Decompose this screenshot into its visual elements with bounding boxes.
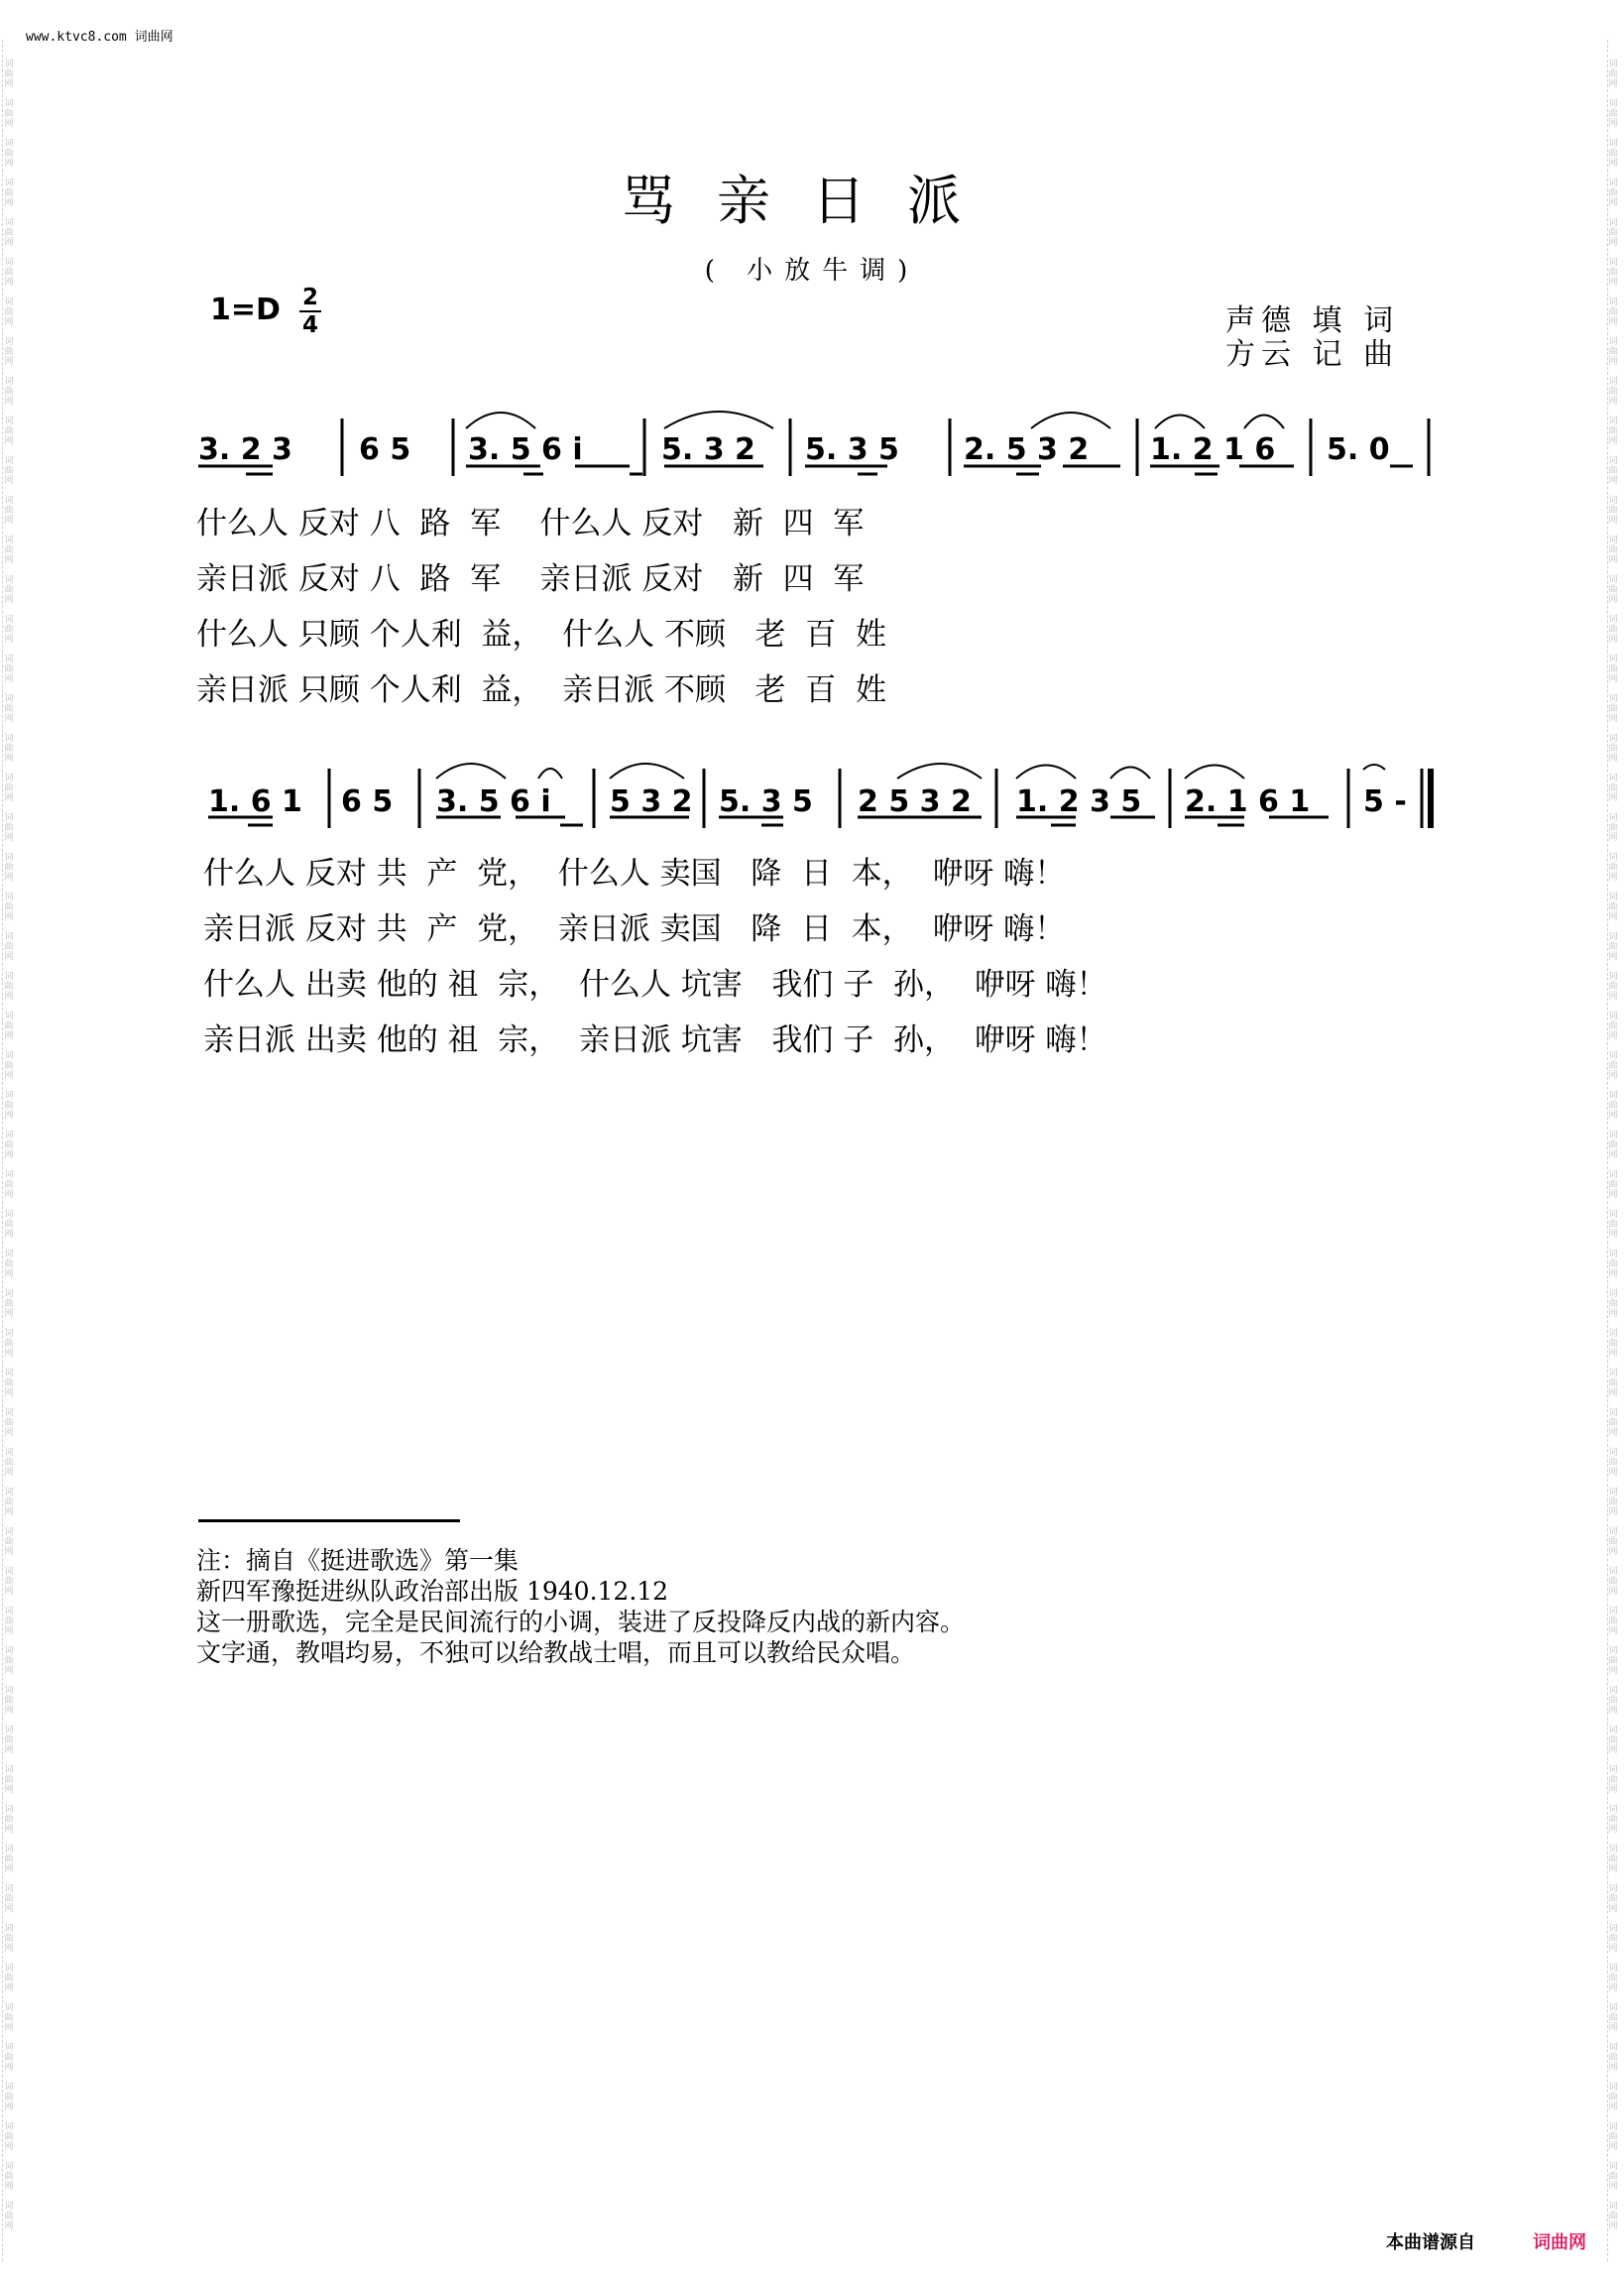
measure: 5 3 2	[610, 784, 693, 819]
measure: 3. 5 6 i	[436, 784, 551, 819]
watermark-text: 词曲网	[1608, 1170, 1618, 1200]
watermark-text: 词曲网	[4, 1012, 14, 1041]
watermark-text: 词曲网	[4, 60, 14, 89]
watermark-text: 词曲网	[1608, 575, 1618, 605]
watermark-text: 词曲网	[1608, 1607, 1618, 1636]
slur	[610, 764, 684, 779]
watermark-text: 词曲网	[4, 2162, 14, 2192]
watermark-text: 词曲网	[4, 377, 14, 407]
measure: 6 5	[341, 784, 394, 819]
lyric-line-1-1: 什么人 反对 八 路 军 什么人 反对 新 四 军	[196, 506, 865, 541]
watermark-text: 词曲网	[4, 1250, 14, 1279]
watermark-text: 词曲网	[1608, 218, 1618, 248]
watermark-text: 词曲网	[4, 1924, 14, 1954]
watermark-text: 词曲网	[4, 1726, 14, 1755]
source-notes	[196, 1545, 965, 1668]
watermark-text: 词曲网	[1608, 1646, 1618, 1676]
watermark-text: 词曲网	[1608, 2162, 1618, 2192]
watermark-text: 词曲网	[4, 575, 14, 605]
watermark-text: 词曲网	[4, 496, 14, 526]
watermark-text: 词曲网	[1608, 853, 1618, 883]
watermark-text: 词曲网	[4, 337, 14, 367]
watermark-text: 词曲网	[1608, 2202, 1618, 2231]
fermata	[1363, 765, 1385, 770]
lyric-line-1-3: 什么人 只顾 个人利 益， 什么人 不顾 老 百 姓	[196, 617, 886, 653]
watermark-text: 词曲网	[1608, 813, 1618, 843]
watermark-text: 词曲网	[1608, 496, 1618, 526]
watermark-text: 词曲网	[1608, 139, 1618, 169]
watermark-text: 词曲网	[1608, 1091, 1618, 1121]
watermark-text: 词曲网	[4, 536, 14, 565]
watermark-text: 词曲网	[4, 298, 14, 327]
watermark-text: 词曲网	[4, 258, 14, 288]
watermark-text: 词曲网	[1608, 456, 1618, 486]
watermark-text: 词曲网	[4, 1607, 14, 1636]
watermark-text: 词曲网	[4, 615, 14, 645]
watermark-text: 词曲网	[4, 417, 14, 446]
watermark-text: 词曲网	[4, 2003, 14, 2033]
composer-credit: 方云 记 曲	[1225, 337, 1400, 372]
slur	[538, 769, 562, 779]
watermark-text: 词曲网	[4, 1646, 14, 1676]
watermark-text: 词曲网	[1608, 1369, 1618, 1398]
watermark-text: 词曲网	[4, 1131, 14, 1160]
watermark-text: 词曲网	[4, 2122, 14, 2152]
watermark-text: 词曲网	[4, 1210, 14, 1240]
measure: 5 -	[1363, 784, 1407, 819]
watermark-text: 词曲网	[4, 456, 14, 486]
measure: 6 5	[359, 432, 411, 467]
watermark-text: 词曲网	[1608, 1884, 1618, 1914]
watermark-text: 词曲网	[4, 1369, 14, 1398]
song-subtitle: ( 小放牛调)	[704, 256, 920, 286]
notes-divider	[198, 1519, 460, 1522]
watermark-text: 词曲网	[1608, 337, 1618, 367]
watermark-text: 词曲网	[1608, 377, 1618, 407]
watermark-text: 词曲网	[1608, 1210, 1618, 1240]
watermark-text: 词曲网	[1608, 1289, 1618, 1319]
lyric-line-1-4: 亲日派 只顾 个人利 益， 亲日派 不顾 老 百 姓	[196, 672, 886, 708]
watermark-text: 词曲网	[1608, 1131, 1618, 1160]
watermark-text: 词曲网	[4, 1567, 14, 1597]
lyric-line-2-4: 亲日派 出卖 他的 祖 宗， 亲日派 坑害 我们 子 孙， 咿呀 嗨！	[203, 1022, 1107, 1058]
watermark-text: 词曲网	[1608, 1051, 1618, 1081]
measure: 3. 2 3	[198, 432, 292, 467]
watermark-text: 词曲网	[4, 218, 14, 248]
measure: 1. 2 3 5	[1016, 784, 1142, 819]
watermark-text: 词曲网	[1608, 1726, 1618, 1755]
watermark-text: 词曲网	[4, 1448, 14, 1478]
lyricist-credit: 声德 填 词	[1225, 303, 1400, 338]
watermark-text: 词曲网	[1608, 1527, 1618, 1557]
watermark-text: 词曲网	[1608, 1964, 1618, 1993]
watermark-text: 词曲网	[1608, 536, 1618, 565]
watermark-text: 词曲网	[1608, 1408, 1618, 1438]
lyric-line-1-2: 亲日派 反对 八 路 军 亲日派 反对 新 四 军	[196, 561, 865, 597]
slur	[436, 764, 506, 779]
watermark-text: 词曲网	[4, 1051, 14, 1081]
watermark-text: 词曲网	[1608, 1845, 1618, 1874]
watermark-text: 词曲网	[4, 813, 14, 843]
site-url[interactable]: www.ktvc8.com 词曲网	[26, 30, 174, 45]
watermark-text: 词曲网	[1608, 2003, 1618, 2033]
watermark-text: 词曲网	[1608, 2122, 1618, 2152]
watermark-text: 词曲网	[1608, 1448, 1618, 1478]
watermark-text: 词曲网	[1608, 932, 1618, 962]
watermark-text: 词曲网	[4, 853, 14, 883]
watermark-text: 词曲网	[4, 932, 14, 962]
watermark-text: 词曲网	[4, 1884, 14, 1914]
watermark-text: 词曲网	[1608, 1567, 1618, 1597]
note-line: 注：摘自《挺进歌选》第一集	[196, 1546, 520, 1575]
watermark-text: 词曲网	[4, 1170, 14, 1200]
watermark-text: 词曲网	[4, 2083, 14, 2112]
watermark-text: 词曲网	[4, 1527, 14, 1557]
measure: 1. 2 1 6	[1150, 432, 1276, 467]
time-signature-top: 2	[301, 285, 318, 310]
watermark-text: 词曲网	[1608, 2083, 1618, 2112]
watermark-text: 词曲网	[1608, 893, 1618, 922]
measure: 3. 5 6 i	[468, 432, 583, 467]
measure: 2. 1 6 1	[1185, 784, 1311, 819]
watermark-text: 词曲网	[4, 1488, 14, 1517]
watermark-text: 词曲网	[1608, 615, 1618, 645]
watermark-text: 词曲网	[1608, 694, 1618, 724]
watermark-text: 词曲网	[4, 1329, 14, 1359]
key-signature: 1=D	[210, 293, 281, 327]
watermark-text: 词曲网	[1608, 1250, 1618, 1279]
watermark-text: 词曲网	[4, 774, 14, 803]
watermark-text: 词曲网	[1608, 774, 1618, 803]
watermark-text: 词曲网	[4, 893, 14, 922]
measure: 5. 3 2	[661, 432, 755, 467]
footer-brand-link[interactable]: 词曲网	[1533, 2232, 1586, 2253]
watermark-text: 词曲网	[1608, 1329, 1618, 1359]
watermark-text: 词曲网	[4, 1845, 14, 1874]
measure: 5. 0	[1327, 432, 1390, 467]
watermark-text: 词曲网	[4, 1805, 14, 1835]
watermark-text: 词曲网	[4, 2202, 14, 2231]
watermark-text: 词曲网	[1608, 972, 1618, 1002]
watermark-text: 词曲网	[4, 1686, 14, 1716]
watermark-text: 词曲网	[1608, 60, 1618, 89]
watermark-text: 词曲网	[4, 139, 14, 169]
watermark-text: 词曲网	[4, 734, 14, 764]
measure: 5. 3 5	[805, 432, 899, 467]
note-line: 新四军豫挺进纵队政治部出版 1940.12.12	[196, 1577, 669, 1606]
watermark-text: 词曲网	[1608, 734, 1618, 764]
watermark-text: 词曲网	[1608, 258, 1618, 288]
slur	[897, 764, 982, 779]
slur	[1016, 766, 1076, 779]
watermark-text: 词曲网	[1608, 1765, 1618, 1795]
watermark-text: 词曲网	[4, 1964, 14, 1993]
watermark-text: 词曲网	[4, 1765, 14, 1795]
watermark-text: 词曲网	[4, 972, 14, 1002]
watermark-text: 词曲网	[1608, 1805, 1618, 1835]
song-title: 骂亲日派	[622, 170, 1002, 232]
watermark-text: 词曲网	[4, 179, 14, 208]
slur	[1185, 766, 1244, 779]
lyric-line-2-2: 亲日派 反对 共 产 党， 亲日派 卖国 降 日 本， 咿呀 嗨！	[203, 911, 1066, 947]
watermark-text: 词曲网	[4, 1408, 14, 1438]
watermark-text: 词曲网	[1608, 1686, 1618, 1716]
note-line: 文字通，教唱均易，不独可以给教战士唱，而且可以教给民众唱。	[196, 1638, 916, 1667]
measure: 1. 6 1	[208, 784, 302, 819]
watermark-text: 词曲网	[4, 99, 14, 129]
watermark-text: 词曲网	[4, 655, 14, 684]
watermark-text: 词曲网	[1608, 1488, 1618, 1517]
slur	[1110, 768, 1150, 779]
watermark-text: 词曲网	[1608, 2043, 1618, 2073]
watermark-text: 词曲网	[1608, 417, 1618, 446]
measure: 5. 3 5	[719, 784, 813, 819]
watermark-text: 词曲网	[4, 1289, 14, 1319]
watermark-text: 词曲网	[4, 1091, 14, 1121]
watermark-text: 词曲网	[1608, 99, 1618, 129]
time-signature-bottom: 4	[301, 312, 318, 338]
watermark-text: 词曲网	[1608, 1012, 1618, 1041]
measure: 2 5 3 2	[858, 784, 972, 819]
lyric-line-2-1: 什么人 反对 共 产 党， 什么人 卖国 降 日 本， 咿呀 嗨！	[203, 856, 1066, 892]
lyric-line-2-3: 什么人 出卖 他的 祖 宗， 什么人 坑害 我们 子 孙， 咿呀 嗨！	[203, 967, 1107, 1003]
watermark-text: 词曲网	[4, 694, 14, 724]
note-line: 这一册歌选，完全是民间流行的小调，装进了反投降反内战的新内容。	[196, 1608, 966, 1636]
measure: 2. 5 3 2	[964, 432, 1090, 467]
footer-source-label: 本曲谱源自	[1386, 2232, 1475, 2253]
watermark-text: 词曲网	[1608, 179, 1618, 208]
watermark-text: 词曲网	[4, 2043, 14, 2073]
watermark-text: 词曲网	[1608, 298, 1618, 327]
watermark-text: 词曲网	[1608, 1924, 1618, 1954]
watermark-text: 词曲网	[1608, 655, 1618, 684]
